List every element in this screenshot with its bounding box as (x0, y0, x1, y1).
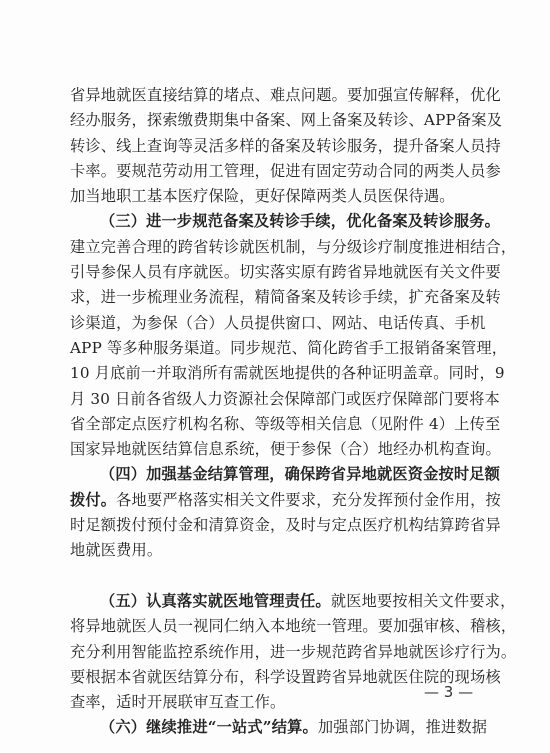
text-line (70, 640, 517, 665)
line-text: 引导参保人员有序就医。切实落实原有跨省异地就医有关文件要 (70, 263, 501, 282)
text-line (70, 134, 501, 159)
line-text: 各地要严格落实相关文件要求，充分发挥预付金作用，按 (116, 490, 501, 509)
line-text: 要根据本省就医结算分布，科学设置跨省异地就医住院的现场核 (70, 667, 501, 686)
text-line (70, 437, 501, 462)
text-line (70, 260, 501, 285)
text-line (70, 412, 501, 437)
line-text: 建立完善合理的跨省转诊就医机制，与分级诊疗制度推进相结合， (70, 237, 517, 256)
line-text: 月 30 日前各省级人力资源社会保障部门或医疗保障部门要将本 (70, 389, 500, 408)
line-text: APP 等多种服务渠道。同步规范、简化跨省手工报销备案管理， (70, 338, 508, 357)
text-line (70, 184, 495, 209)
text-line (70, 614, 517, 639)
page-number: — 3 — (424, 683, 474, 701)
line-text: 省异地就医直接结算的堵点、难点问题。要加强宣传解释，优化 (70, 86, 501, 104)
line-text: 加当地职工基本医疗保险，更好保障两类人员医保待遇。 (70, 187, 455, 206)
text-line (70, 488, 501, 513)
line-text: 时足额拨付预付金和清算资金，及时与定点医疗机构结算跨省异 (70, 516, 501, 535)
bold-heading: （五）认真落实就医地管理责任。 (100, 591, 331, 610)
line-text: 求，进一步梳理业务流程，精简备案及转诊手续，扩充备案及转 (70, 288, 501, 307)
line-text: 就医地要按相关文件要求， (330, 591, 516, 610)
bold-heading: （三）进一步规范备案及转诊手续，优化备案及转诊服务。 (100, 212, 501, 231)
line-text: 卡率。要规范劳动用工管理，促进有固定劳动合同的两类人员参 (70, 161, 501, 180)
line-text: 查率，适时开展联审互查工作。 (70, 693, 286, 712)
text-line (70, 83, 501, 108)
text-line (70, 108, 503, 133)
text-line (70, 235, 517, 260)
line-text: 国家异地就医结算信息系统，便于参保（合）地经办机构查询。 (70, 440, 501, 459)
text-line (70, 361, 505, 386)
text-line (70, 387, 500, 412)
document-body (70, 83, 517, 741)
text-line (70, 564, 495, 589)
bold-heading: （六）继续推进“一站式”结算。 (100, 718, 318, 737)
line-text: 经办服务，探索缴费期集中备案、网上备案及转诊、APP备案及 (70, 111, 503, 130)
line-text: 10 月底前一并取消所有需就医地提供的各种证明盖章。同时，9 (70, 364, 505, 383)
text-line (70, 715, 495, 740)
text-line (70, 538, 495, 563)
bold-heading: （四）加强基金结算管理，确保跨省异地就医资金按时足额 (100, 465, 501, 484)
text-line (70, 311, 495, 336)
line-text: 转诊、线上查询等灵活多样的备案及转诊服务，提升备案人员持 (70, 136, 501, 155)
text-line (70, 159, 501, 184)
text-line (70, 462, 501, 487)
text-line (70, 513, 501, 538)
line-text: 加强部门协调，推进数据 (317, 718, 488, 737)
line-text: 诊渠道，为参保（合）人员提供窗口、网站、电话传真、手机 (70, 313, 486, 332)
text-line (70, 285, 501, 310)
line-text: 省全部定点医疗机构名称、等级等相关信息（见附件 4）上传至 (70, 414, 501, 433)
line-text: 充分利用智能监控系统作用，进一步规范跨省异地就医诊疗行为。 (70, 642, 517, 661)
line-text: 将异地就医人员一视同仁纳入本地统一管理。要加强审核、稽核， (70, 617, 517, 636)
bold-heading: 拨付。 (70, 490, 117, 509)
text-line (70, 209, 501, 234)
text-line (70, 336, 508, 361)
text-line (70, 589, 516, 614)
line-text: 地就医费用。 (70, 541, 163, 560)
